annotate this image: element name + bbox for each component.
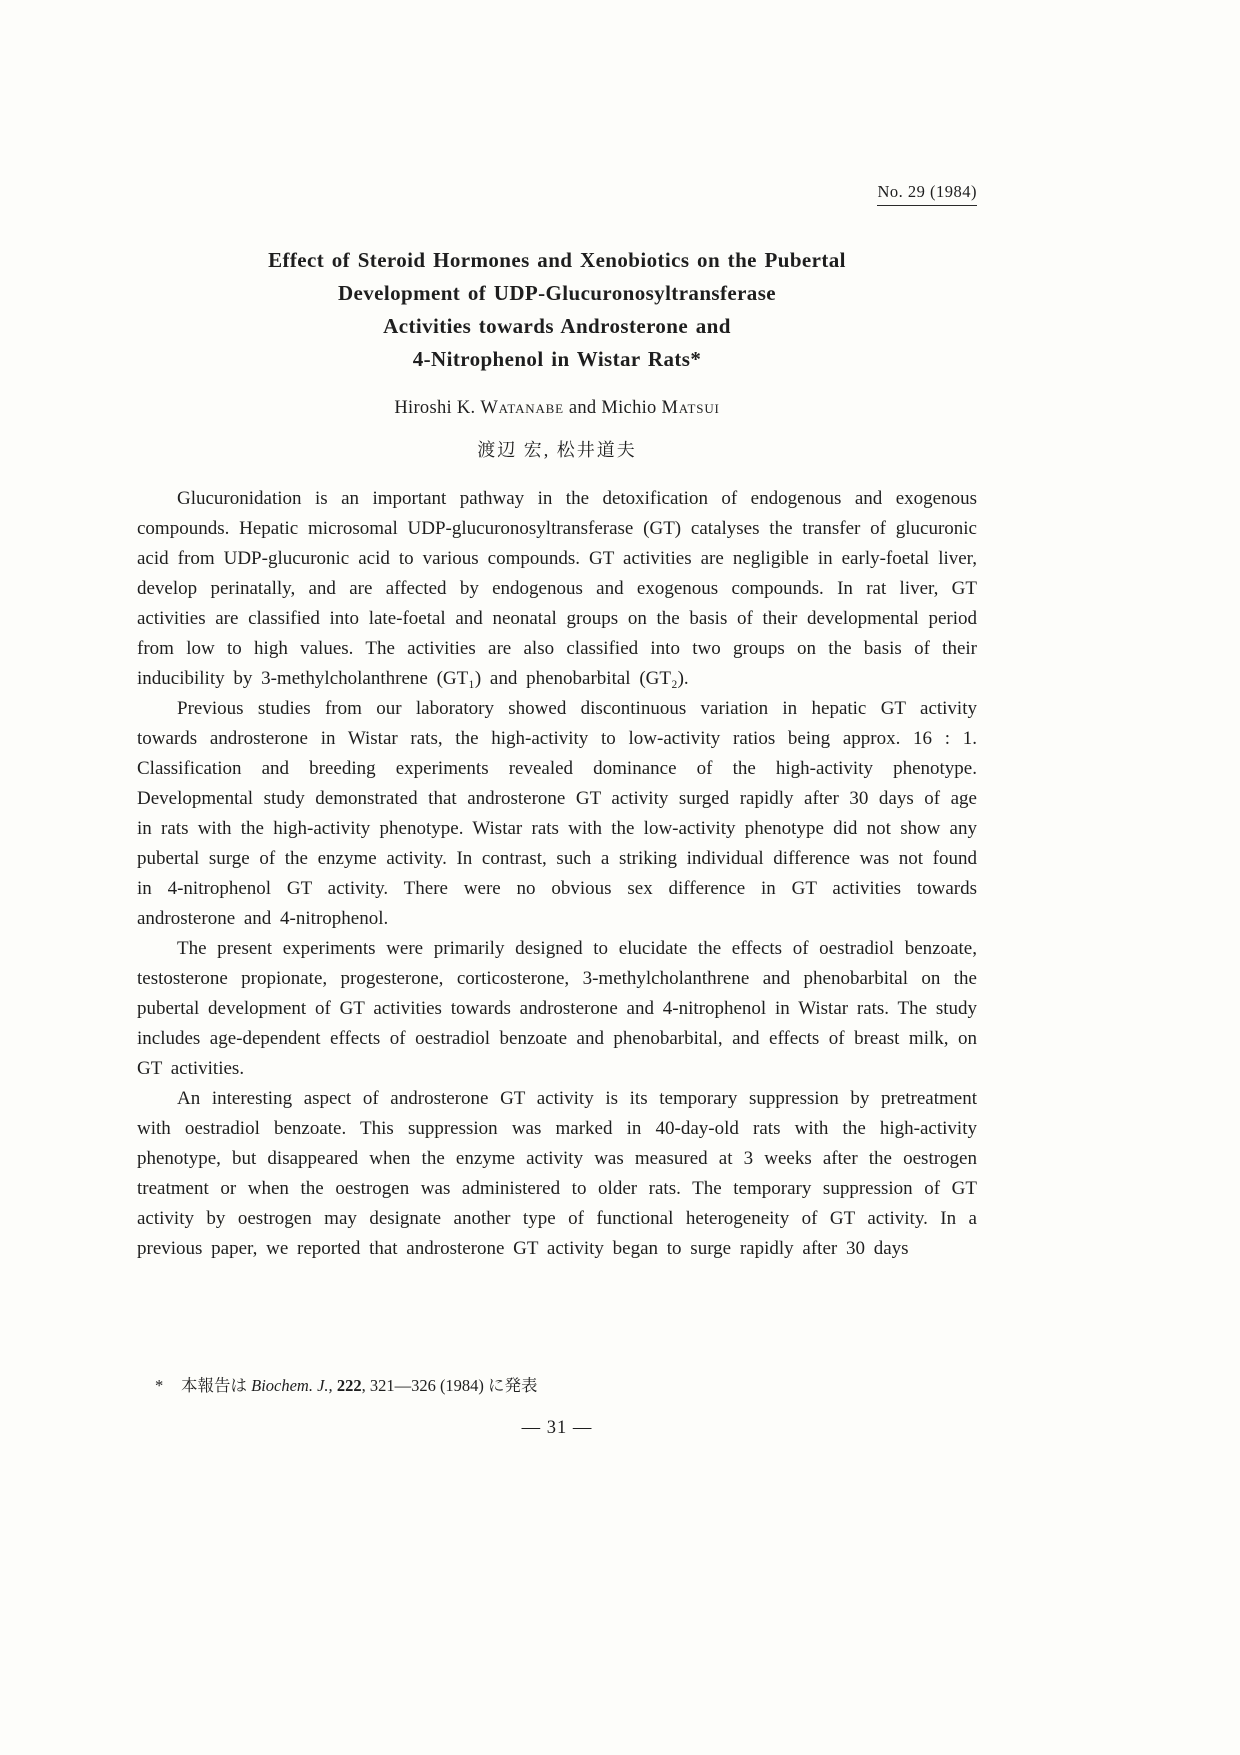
paragraph-1: Glucuronidation is an important pathway in the detoxification of endogenous and exogenous compounds. Hepatic microsomal UDP-glucuronosyltransferase (GT) catalyses the transfer of glucuronic acid from UDP-glucuronic acid to various compounds. GT activities are negligible in early-foetal liver, develop perinatally, and are affected by endogenous and exogenous compounds. In rat liver, GT activities are classified into late-foetal and neonatal groups on the basis of their developmental period from low to high values. The activities are also classified into two groups on the basis of their inducibility by 3-methylcholanthrene (GT₁) and phenobarbital (GT₂). (137, 488, 977, 689)
title-line-3: Activities towards Androsterone and (383, 314, 731, 338)
footnote-volume: 222 (336, 1376, 362, 1395)
author-given-1: Hiroshi K. (394, 398, 481, 418)
footnote-marker: * (155, 1376, 164, 1395)
issue-row (137, 182, 977, 204)
paper-title (137, 244, 977, 376)
authors-japanese: 渡辺 宏, 松井道夫 (477, 440, 637, 460)
paragraph-4: An interesting aspect of androsterone GT activity is its temporary suppression by pretreatment with oestradiol benzoate. This suppression was marked in 40-day-old rats with the high-activity phenotype, but disappeared when the enzyme activity was measured at 3 weeks after the oestrogen treatment or when the oestrogen was administered to older rats. The temporary suppression of GT activity by oestrogen may designate another type of functional heterogeneity of GT activity. In a previous paper, we reported that androsterone GT activity began to surge rapidly after 30 days (137, 1088, 977, 1259)
page-number: — 31 — (521, 1418, 593, 1438)
title-line-4: 4-Nitrophenol in Wistar Rats* (412, 347, 702, 371)
author-surname-2: Matsui (661, 398, 720, 418)
paragraph-2: Previous studies from our laboratory showed discontinuous variation in hepatic GT activity towards androsterone in Wistar rats, the high-activity to low-activity ratios being approx. 16 : 1. Classification and breeding experiments revealed dominance of the high-activity phenotype. Developmental study demonstrated that androsterone GT activity surged rapidly after 30 days of age in rats with the high-activity phenotype. Wistar rats with the low-activity phenotype did not show any pubertal surge of the enzyme activity. In contrast, such a striking individual difference was not found in 4-nitrophenol GT activity. There were no obvious sex difference in GT activities towards androsterone and 4-nitrophenol. (137, 698, 977, 929)
footnote-pre: 本報告は (181, 1376, 252, 1395)
page-content (137, 182, 977, 1364)
title-line-1: Effect of Steroid Hormones and Xenobiotics on the Pubertal (268, 248, 846, 272)
paragraph-3: The present experiments were primarily designed to elucidate the effects of oestradiol benzoate, testosterone propionate, progesterone, corticosterone, 3-methylcholanthrene and phenobarbital on the pubertal development of GT activities towards androsterone and 4-nitrophenol in Wistar rats. The study includes age-dependent effects of oestradiol benzoate and phenobarbital, and effects of breast milk, on GT activities. (137, 938, 977, 1079)
footnote-journal: Biochem. J., (251, 1376, 337, 1395)
author-surname-1: Watanabe (480, 398, 564, 418)
footnote-post: , 321—326 (1984) に発表 (361, 1376, 538, 1395)
author-connector: and Michio (563, 398, 662, 418)
issue-number: No. 29 (1984) (877, 182, 977, 206)
title-line-2: Development of UDP-Glucuronosyltransferase (337, 281, 777, 305)
authors-line (137, 396, 977, 420)
footnote (155, 1374, 975, 1398)
abstract-body (137, 484, 977, 1364)
footnote-text (181, 1376, 538, 1395)
